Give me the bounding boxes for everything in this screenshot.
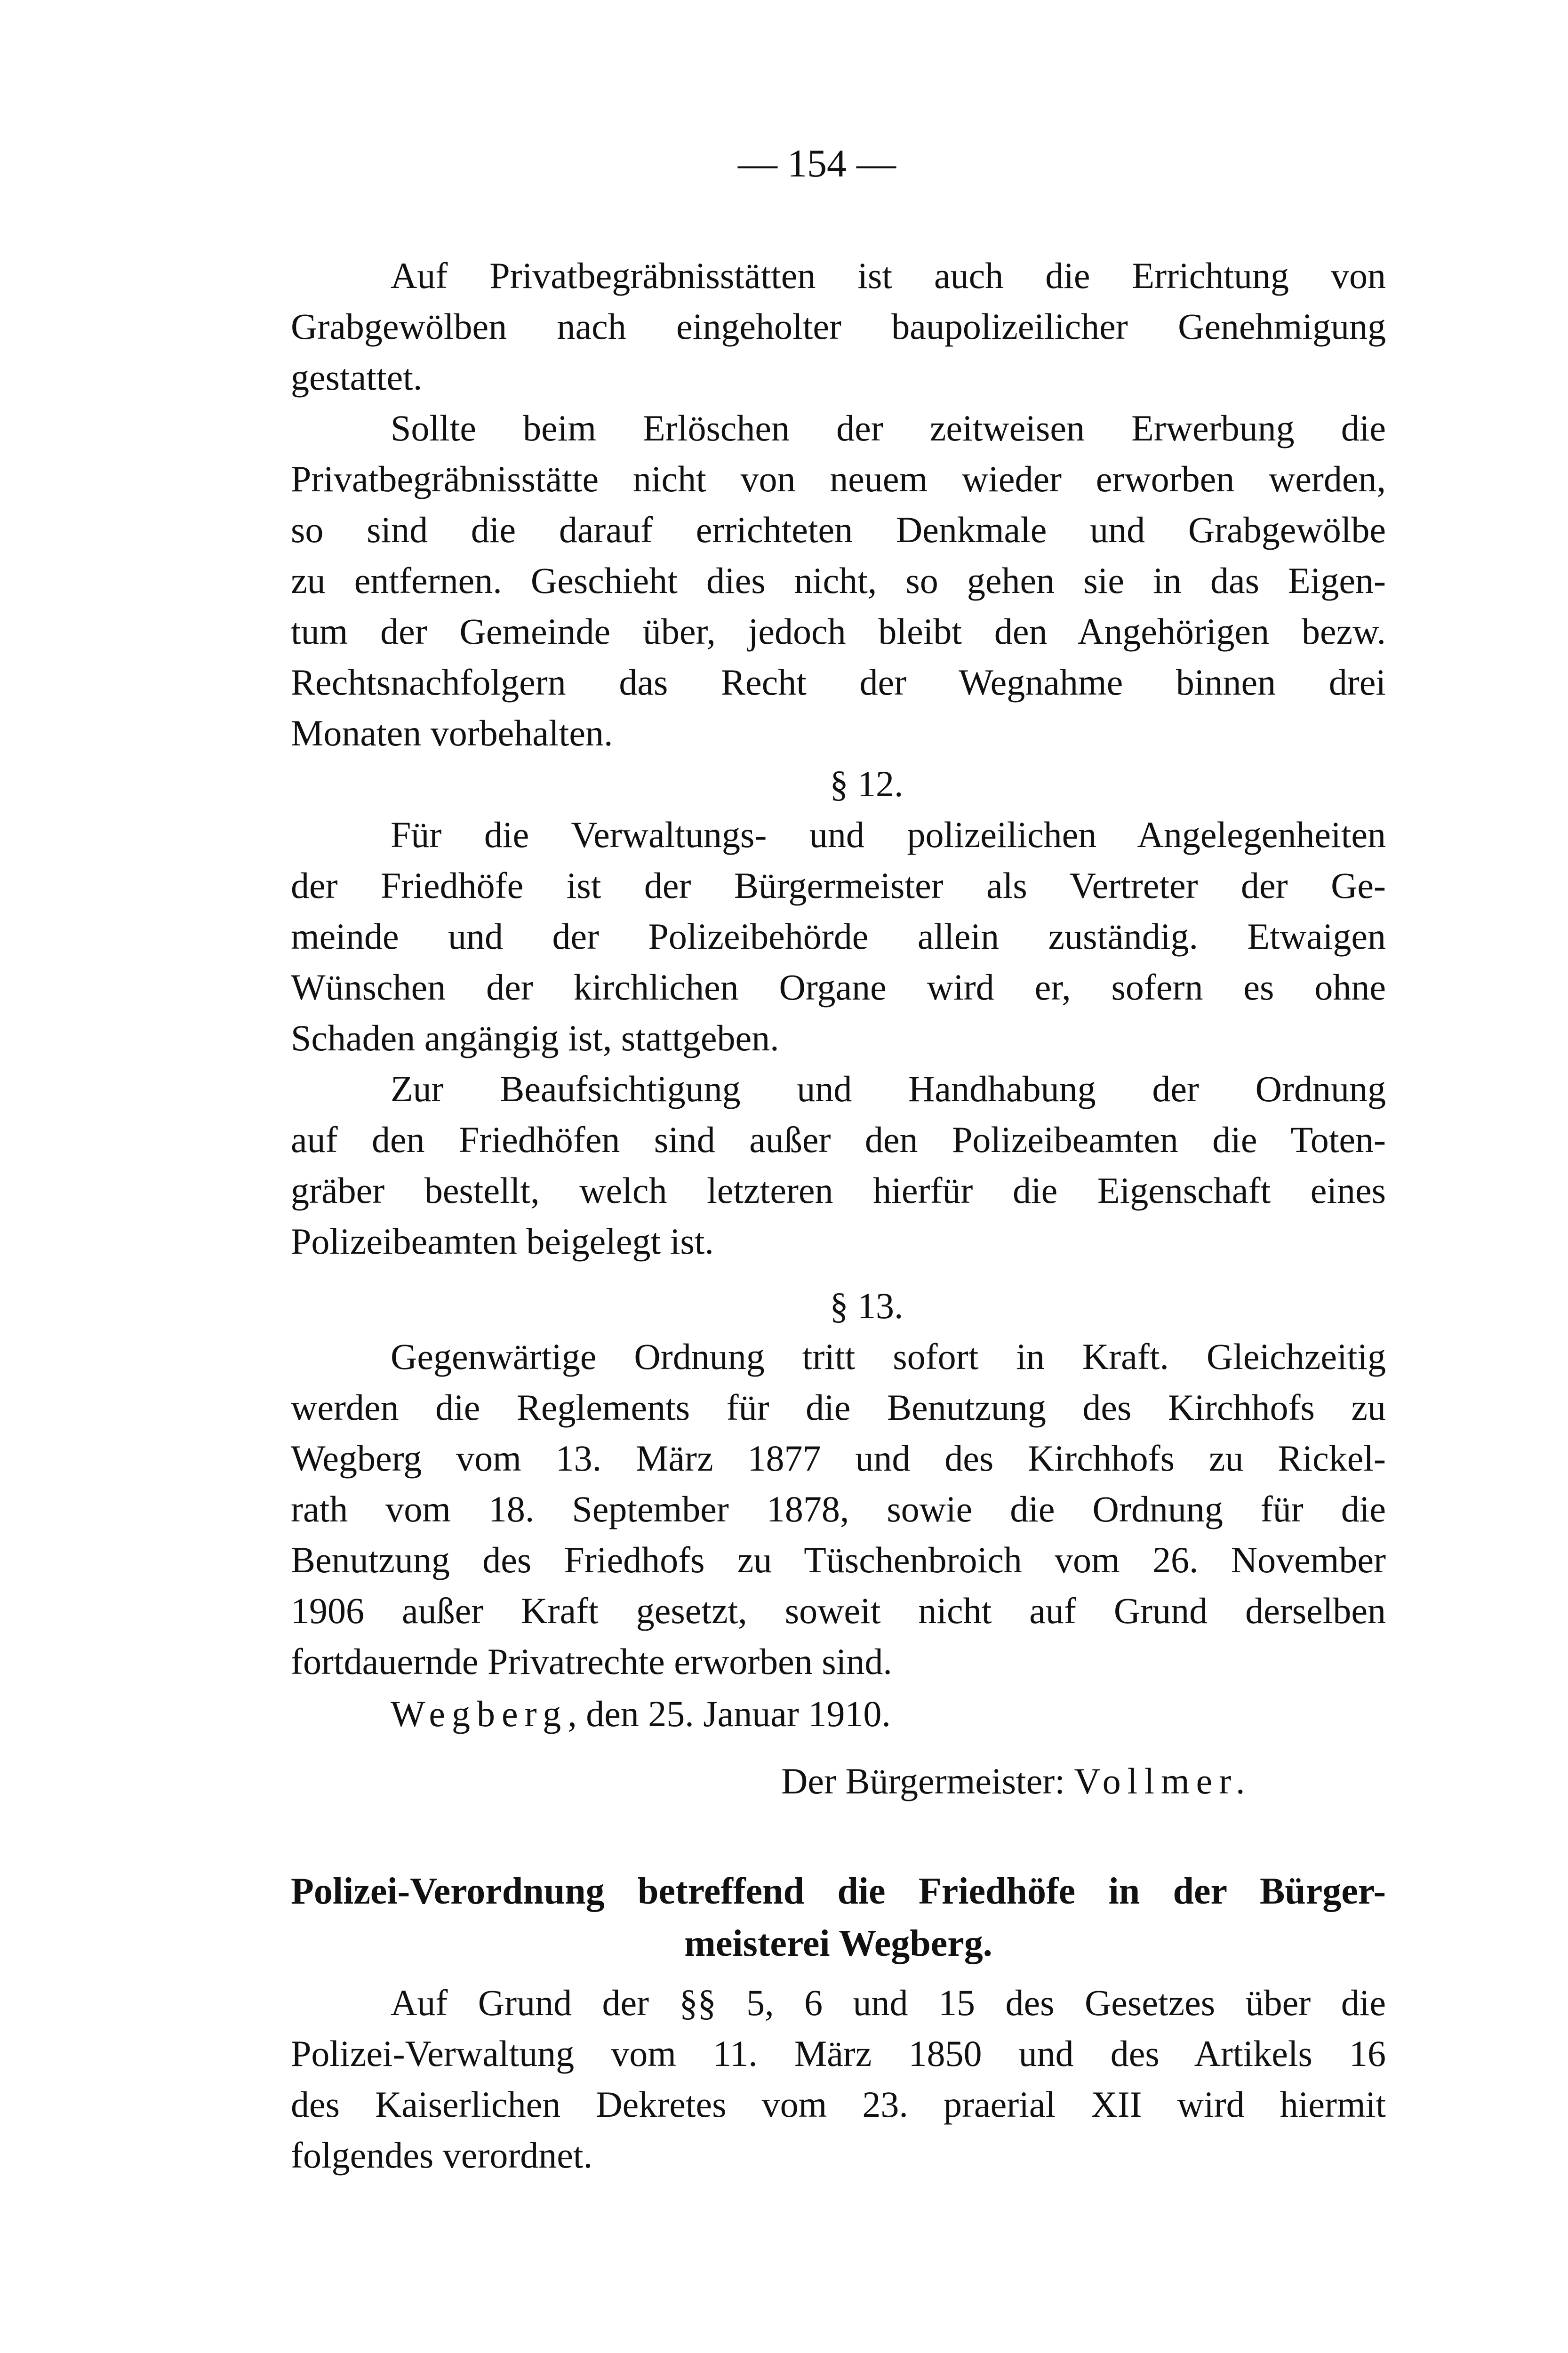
place-date-line	[291, 1687, 1386, 1741]
text-line: so sind die darauf errichteten Denkmale und Grabgewölbe	[291, 509, 1386, 550]
paragraph	[291, 250, 1386, 403]
text-line: meisterei Wegberg.	[684, 1923, 992, 1964]
text-line: Sollte beim Erlöschen der zeitweisen Erwerbung die	[391, 408, 1386, 448]
text-line: Grabgewölben nach eingeholter baupolizeilicher Genehmigung	[291, 306, 1386, 347]
text-line: Für die Verwaltungs- und polizeilichen Angelegenheiten	[391, 814, 1386, 855]
signature-line	[291, 1756, 1386, 1807]
text-line: Polizeibeamten beigelegt ist.	[291, 1221, 714, 1262]
section-heading	[291, 759, 1386, 809]
text-line: § 13.	[830, 1285, 904, 1326]
date-text: , den 25. Januar 1910.	[568, 1693, 891, 1734]
text-line: meinde und der Polizeibehörde allein zuständig. Etwaigen	[291, 916, 1386, 957]
text-line: auf den Friedhöfen sind außer den Polizeibeamten die Toten-	[291, 1119, 1386, 1160]
text-line: rath vom 18. September 1878, sowie die Ordnung für die	[291, 1489, 1386, 1529]
text-line: Wegberg vom 13. März 1877 und des Kirchhofs zu Rickel-	[291, 1438, 1386, 1479]
paragraph	[291, 809, 1386, 1064]
text-line: 1906 außer Kraft gesetzt, soweit nicht auf Grund derselben	[291, 1590, 1386, 1631]
text-line: Polizei-Verordnung betreffend die Friedhöfe in der Bürger-	[291, 1871, 1386, 1912]
text-line: Benutzung des Friedhofs zu Tüschenbroich vom 26. November	[291, 1539, 1386, 1580]
text-line: Schaden angängig ist, stattgeben.	[291, 1017, 779, 1058]
text-line: tum der Gemeinde über, jedoch bleibt den Angehörigen bezw.	[291, 611, 1386, 652]
regulation-sections	[291, 250, 1386, 1687]
paragraph	[291, 403, 1386, 759]
text-line: gestattet.	[291, 357, 423, 398]
text-line: gräber bestellt, welch letzteren hierfür die Eigenschaft eines	[291, 1170, 1386, 1211]
section-heading	[291, 1281, 1386, 1331]
text-line: fortdauernde Privatrechte erworben sind.	[291, 1641, 892, 1682]
paragraph	[291, 1064, 1386, 1267]
text-line: Auf Grund der §§ 5, 6 und 15 des Gesetzes über die	[391, 1982, 1386, 2023]
page-number: — 154 —	[738, 142, 896, 185]
text-line: Privatbegräbnisstätte nicht von neuem wieder erworben werden,	[291, 458, 1386, 499]
signature-name: Vollmer.	[1074, 1761, 1252, 1801]
text-line: Zur Beaufsichtigung und Handhabung der Ordnung	[391, 1068, 1386, 1109]
paragraph	[291, 1331, 1386, 1687]
text-line: folgendes verordnet.	[291, 2135, 593, 2176]
signature-title: Der Bürgermeister:	[781, 1761, 1074, 1801]
text-line: § 12.	[830, 763, 904, 804]
text-line: der Friedhöfe ist der Bürgermeister als Vertreter der Ge-	[291, 865, 1386, 906]
text-line: zu entfernen. Geschieht dies nicht, so gehen sie in das Eigen-	[291, 560, 1386, 601]
ordinance-heading	[291, 1865, 1386, 1970]
text-line: Polizei-Verwaltung vom 11. März 1850 und des Artikels 16	[291, 2033, 1386, 2074]
place-name: Wegberg	[391, 1693, 568, 1734]
text-line: Auf Privatbegräbnisstätten ist auch die Errichtung von	[391, 255, 1386, 296]
text-line: Rechtsnachfolgern das Recht der Wegnahme binnen drei	[291, 662, 1386, 703]
text-line: Gegenwärtige Ordnung tritt sofort in Kraft. Gleichzeitig	[391, 1336, 1386, 1377]
ordinance-intro-paragraph	[291, 1977, 1386, 2181]
text-line: Wünschen der kirchlichen Organe wird er, sofern es ohne	[291, 967, 1386, 1008]
document-body	[291, 250, 1386, 2200]
text-line: des Kaiserlichen Dekretes vom 23. praerial XII wird hiermit	[291, 2084, 1386, 2125]
text-line: werden die Reglements für die Benutzung des Kirchhofs zu	[291, 1387, 1386, 1428]
text-line: Monaten vorbehalten.	[291, 712, 613, 753]
